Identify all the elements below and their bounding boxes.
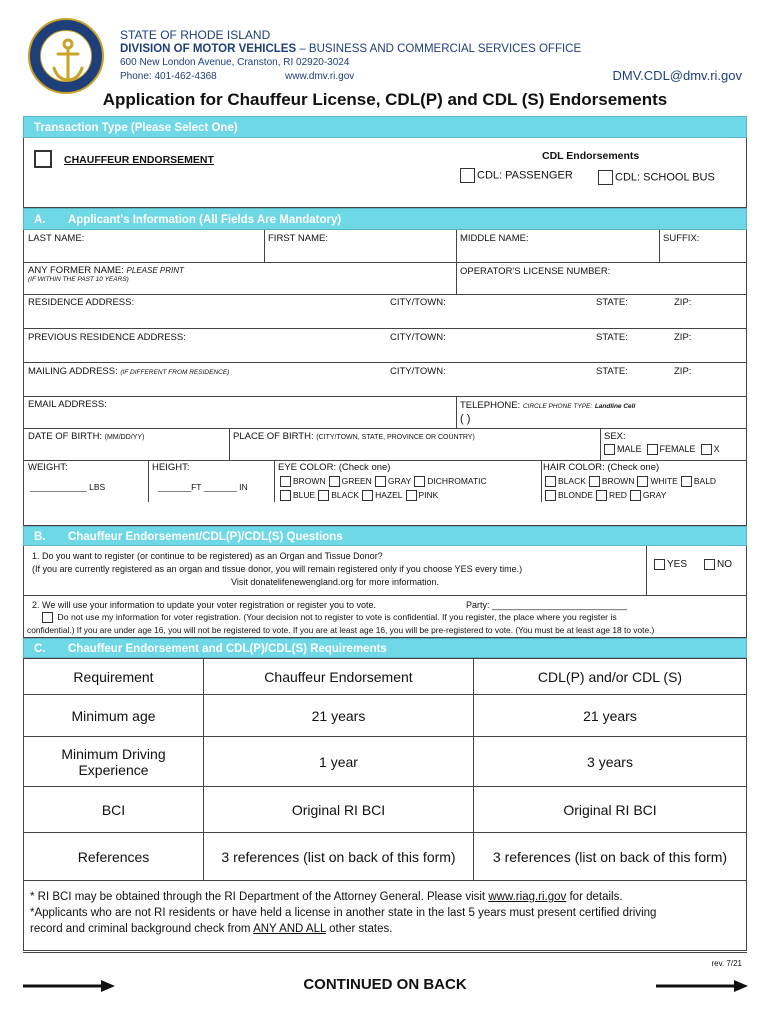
eye-checkbox[interactable] <box>362 490 373 501</box>
eye-checkbox[interactable] <box>280 490 291 501</box>
header-cdl: CDL(P) and/or CDL (S) <box>474 659 747 695</box>
mailing-zip-field[interactable]: ZIP: <box>674 366 692 377</box>
organ-donor-question-text: 1. Do you want to register (or continue to be registered) as an Organ and Tissue Donor? <box>32 551 383 561</box>
hair-option-black[interactable] <box>545 474 586 488</box>
eye-option-label: DICHROMATIC <box>427 476 487 486</box>
sex-label: SEX: <box>604 431 626 442</box>
cdl-school-bus-label: CDL: SCHOOL BUS <box>615 171 715 184</box>
telephone-area-code: ( ) <box>460 413 471 425</box>
voter-opt-out-option[interactable]: Do not use my information for voter registration. (Your decision not to register to vote is confidential. If you register, the place where you register is <box>42 612 617 623</box>
continued-on-back: CONTINUED ON BACK <box>303 976 467 993</box>
previous-zip-field[interactable]: ZIP: <box>674 332 692 343</box>
eye-option-black[interactable] <box>318 488 359 502</box>
ri-state-seal-anchor-icon <box>28 18 104 94</box>
requirements-notes <box>23 881 747 951</box>
revision-label: rev. 7/21 <box>711 959 742 968</box>
eye-checkbox[interactable] <box>414 476 425 487</box>
eye-option-pink[interactable] <box>406 488 439 502</box>
hair-option-brown[interactable] <box>589 474 635 488</box>
operator-license-field[interactable]: OPERATOR'S LICENSE NUMBER: <box>460 266 611 277</box>
row-requirement: References <box>24 833 204 881</box>
cdl-school-bus-option[interactable] <box>598 170 715 185</box>
hair-checkbox[interactable] <box>681 476 692 487</box>
telephone-field[interactable]: TELEPHONE: CIRCLE PHONE TYPE: Landline Cell <box>460 400 636 411</box>
cdl-passenger-checkbox[interactable] <box>460 168 475 183</box>
hair-option-label: BROWN <box>601 476 635 486</box>
hair-option-label: WHITE <box>650 476 678 486</box>
hair-option-bald[interactable] <box>681 474 716 488</box>
eye-option-dichromatic[interactable] <box>414 474 486 488</box>
eye-checkbox[interactable] <box>318 490 329 501</box>
weight-field[interactable]: ____________ LBS <box>30 482 106 492</box>
hair-option-blonde[interactable] <box>545 488 593 502</box>
cdl-endorsements-heading: CDL Endorsements <box>542 150 640 162</box>
section-a-band: A. Applicant's Information (All Fields Are Mandatory) <box>23 208 747 230</box>
eye-checkbox[interactable] <box>280 476 291 487</box>
previous-city-field[interactable]: CITY/TOWN: <box>390 332 446 343</box>
eye-option-label: BLACK <box>331 490 360 500</box>
cdl-school-bus-checkbox[interactable] <box>598 170 613 185</box>
sex-female-checkbox[interactable] <box>647 444 658 455</box>
eye-option-label: BLUE <box>293 490 316 500</box>
eye-option-label: BROWN <box>293 476 326 486</box>
former-name-field[interactable]: ANY FORMER NAME: PLEASE PRINT <box>28 265 184 276</box>
organ-donor-question <box>23 546 747 596</box>
cdl-passenger-option[interactable] <box>460 168 573 183</box>
division-name: DIVISION OF MOTOR VEHICLES – BUSINESS AND COMMERCIAL SERVICES OFFICE <box>120 43 582 55</box>
voter-opt-out-checkbox[interactable] <box>42 612 53 623</box>
hair-option-label: BLONDE <box>558 490 593 500</box>
hair-checkbox[interactable] <box>545 490 556 501</box>
requirements-table <box>23 658 747 881</box>
riag-link[interactable]: www.riag.ri.gov <box>488 891 567 903</box>
party-field[interactable]: Party: ___________________________ <box>466 600 628 610</box>
sex-x-checkbox[interactable] <box>701 444 712 455</box>
height-label: HEIGHT: <box>152 462 190 473</box>
application-form <box>23 116 747 951</box>
voter-registration-note: confidential.) If you are under age 16, you will not be registered to vote. If you are at least age 16, you will be pre-registered to vote. (You must be at least age 18 to vote.) <box>27 625 655 635</box>
place-of-birth-field[interactable]: PLACE OF BIRTH: (CITY/TOWN, STATE, PROVINCE OR COUNTRY) <box>233 431 475 442</box>
previous-address-field[interactable]: PREVIOUS RESIDENCE ADDRESS: <box>28 332 186 343</box>
hair-option-label: RED <box>608 490 627 500</box>
eye-checkbox[interactable] <box>329 476 340 487</box>
row-cdl-value: 3 references (list on back of this form) <box>474 833 747 881</box>
hair-checkbox[interactable] <box>545 476 556 487</box>
right-arrow-icon <box>656 979 748 993</box>
table-row <box>24 695 747 737</box>
eye-checkbox[interactable] <box>406 490 417 501</box>
middle-name-field[interactable]: MIDDLE NAME: <box>460 233 529 244</box>
hair-option-red[interactable] <box>596 488 627 502</box>
transaction-type-band: Transaction Type (Please Select One) <box>23 116 747 138</box>
row-cdl-value: 21 years <box>474 695 747 737</box>
chauffeur-endorsement-checkbox[interactable] <box>34 150 52 168</box>
date-of-birth-field[interactable]: DATE OF BIRTH: (MM/DD/YY) <box>28 431 145 442</box>
transaction-type-box <box>23 138 747 208</box>
former-name-note: (IF WITHIN THE PAST 10 YEARS) <box>28 276 129 283</box>
hair-color-label: HAIR COLOR: (Check one) <box>543 462 660 473</box>
eye-option-brown[interactable] <box>280 474 326 488</box>
hair-checkbox[interactable] <box>589 476 600 487</box>
row-chauffeur-value: 1 year <box>204 737 474 787</box>
residence-city-field[interactable]: CITY/TOWN: <box>390 297 446 308</box>
row-chauffeur-value: Original RI BCI <box>204 787 474 833</box>
office-email[interactable]: DMV.CDL@dmv.ri.gov <box>612 68 742 83</box>
header-requirement: Requirement <box>24 659 204 695</box>
section-c-band: C. Chauffeur Endorsement and CDL(P)/CDL(S) Requirements <box>23 638 747 658</box>
organ-donor-note: (If you are currently registered as an organ and tissue donor, you will remain registered only if you choose YES every time.) <box>32 564 523 574</box>
office-address: 600 New London Avenue, Cranston, RI 02920-3024 <box>120 57 350 68</box>
hair-checkbox[interactable] <box>630 490 641 501</box>
table-row <box>24 787 747 833</box>
eye-option-label: GREEN <box>341 476 372 486</box>
form-title: Application for Chauffeur License, CDL(P) and CDL (S) Endorsements <box>102 90 668 109</box>
hair-option-label: BALD <box>693 476 717 486</box>
row-cdl-value: 3 years <box>474 737 747 787</box>
row-chauffeur-value: 21 years <box>204 695 474 737</box>
state-name: STATE OF RHODE ISLAND <box>120 28 271 42</box>
nonresident-note: *Applicants who are not RI residents or have held a license in another state in the last 5 years must present certified driving <box>30 907 657 919</box>
mailing-address-field[interactable]: MAILING ADDRESS: (IF DIFFERENT FROM RESIDENCE) <box>28 366 230 377</box>
suffix-field[interactable]: SUFFIX: <box>663 233 700 244</box>
eye-option-green[interactable] <box>329 474 372 488</box>
row-requirement: Minimum Driving Experience <box>24 737 204 787</box>
eye-color-label: EYE COLOR: (Check one) <box>278 462 391 473</box>
form-header <box>28 18 748 88</box>
hair-option-label: GRAY <box>642 490 667 500</box>
cdl-passenger-label: CDL: PASSENGER <box>477 169 573 182</box>
eye-option-gray[interactable] <box>375 474 411 488</box>
row-requirement: Minimum age <box>24 695 204 737</box>
hair-option-label: BLACK <box>558 476 586 486</box>
eye-option-label: HAZEL <box>375 490 403 500</box>
organ-donor-info-link: Visit donatelifenewengland.org for more information. <box>231 577 439 587</box>
eye-option-hazel[interactable] <box>362 488 402 502</box>
chauffeur-endorsement-label: CHAUFFEUR ENDORSEMENT <box>64 154 214 166</box>
organ-donor-no-option[interactable]: NO <box>704 559 732 570</box>
weight-label: WEIGHT: <box>28 462 68 473</box>
table-row <box>24 833 747 881</box>
row-chauffeur-value: 3 references (list on back of this form) <box>204 833 474 881</box>
mailing-city-field[interactable]: CITY/TOWN: <box>390 366 446 377</box>
mailing-state-field[interactable]: STATE: <box>596 366 628 377</box>
hair-option-gray[interactable] <box>630 488 666 502</box>
residence-state-field[interactable]: STATE: <box>596 297 628 308</box>
footer-divider <box>23 952 747 953</box>
hair-option-white[interactable] <box>637 474 677 488</box>
hair-checkbox[interactable] <box>596 490 607 501</box>
applicant-info-box <box>23 230 747 526</box>
hair-color-options <box>545 474 747 502</box>
organ-donor-no-checkbox[interactable] <box>704 559 715 570</box>
eye-checkbox[interactable] <box>375 476 386 487</box>
eye-option-label: PINK <box>418 490 439 500</box>
email-address-field[interactable]: EMAIL ADDRESS: <box>28 399 107 410</box>
eye-option-label: GRAY <box>387 476 412 486</box>
organ-donor-yes-option[interactable]: YES <box>654 559 687 570</box>
last-name-field[interactable]: LAST NAME: <box>28 233 85 244</box>
residence-address-field[interactable]: RESIDENCE ADDRESS: <box>28 297 135 308</box>
organ-donor-yes-checkbox[interactable] <box>654 559 665 570</box>
sex-options: MALE FEMALE X <box>604 444 720 455</box>
bci-note: * RI BCI may be obtained through the RI Department of the Attorney General. Please visit www.riag.ri.gov for details. <box>30 891 623 903</box>
nonresident-note-cont: record and criminal background check from ANY AND ALL other states. <box>30 923 393 935</box>
height-field[interactable]: _______FT _______ IN <box>158 482 248 492</box>
first-name-field[interactable]: FIRST NAME: <box>268 233 328 244</box>
sex-male-checkbox[interactable] <box>604 444 615 455</box>
hair-checkbox[interactable] <box>637 476 648 487</box>
residence-zip-field[interactable]: ZIP: <box>674 297 692 308</box>
table-row <box>24 737 747 787</box>
website-link[interactable]: www.dmv.ri.gov <box>285 71 355 82</box>
requirements-header-row <box>24 659 747 695</box>
voter-registration-text: 2. We will use your information to update your voter registration or register you to vote. <box>32 600 376 610</box>
previous-state-field[interactable]: STATE: <box>596 332 628 343</box>
office-phone: Phone: 401-462-4368 <box>120 71 217 82</box>
eye-color-options <box>280 474 540 502</box>
row-requirement: BCI <box>24 787 204 833</box>
voter-registration-question <box>23 596 747 638</box>
eye-option-blue[interactable] <box>280 488 315 502</box>
row-cdl-value: Original RI BCI <box>474 787 747 833</box>
section-b-band: B. Chauffeur Endorsement/CDL(P)/CDL(S) Questions <box>23 526 747 546</box>
header-chauffeur: Chauffeur Endorsement <box>204 659 474 695</box>
